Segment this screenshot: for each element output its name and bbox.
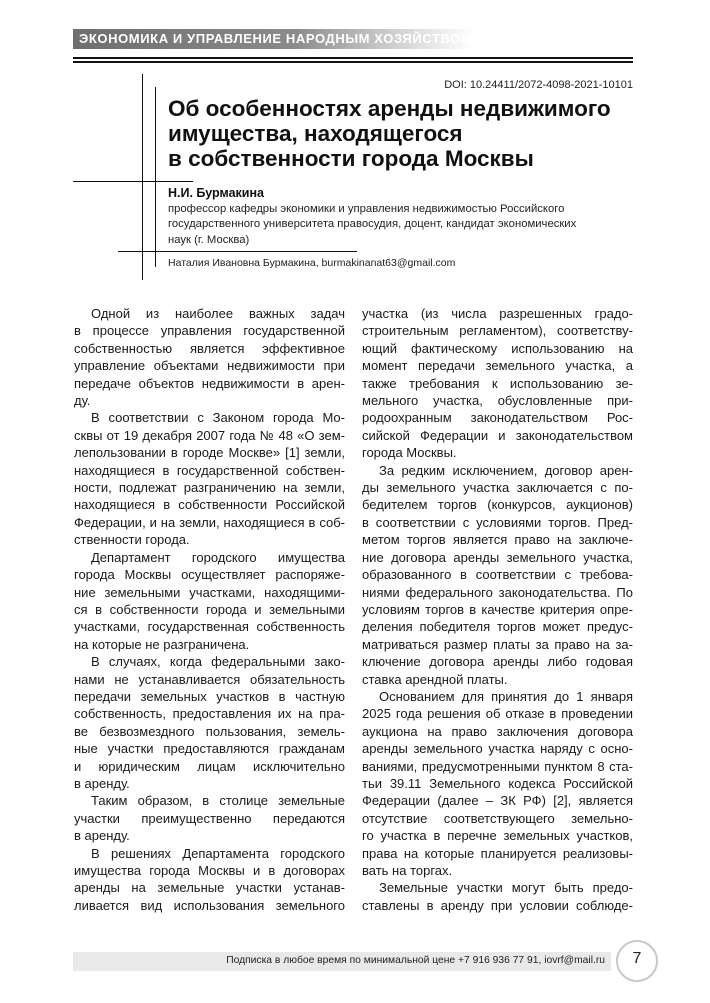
body-line: Земельные участки могут быть предо- [379,880,633,896]
affiliation-line: наук (г. Москва) [168,233,250,246]
body-paragraph [74,409,345,548]
article-title [168,96,638,171]
author-affiliation [168,202,638,248]
body-line: Таким образом, в столице земельные [91,793,345,809]
body-line: За редким исключением, договор арен- [379,462,633,478]
body-paragraph [74,305,345,409]
body-line: города Москвы осуществляет распоряже- [74,567,345,583]
body-line: ся в собственности города и земельными [74,601,345,617]
body-line: и юридическим лицам исключительно [74,758,345,774]
body-line: бедителем торгов (конкурсов, аукционов) [362,497,633,513]
subscription-notice: Подписка в любое время по минимальной цене +7 916 936 77 91, iovrf@mail.ru [226,955,605,966]
body-line: в аренду. [74,775,130,791]
body-line: ственности города. [74,532,190,548]
body-line: мельного участка, обусловленные при- [362,393,633,409]
body-line: сийской Федерации и законодательством [362,427,633,443]
body-line: также требования к использованию зе- [362,375,633,391]
body-line: Основанием для принятия до 1 января [379,688,633,704]
body-line: передаче объектов недвижимости в арен- [74,375,345,391]
body-line: нами не устанавливается обязательность [74,671,345,687]
body-line: ваниями, предусмотренными пунктом 8 ста- [362,758,633,774]
body-line: в процессе управления государственной [74,323,345,339]
body-line: ниями федерального законодательства. По [362,584,633,600]
body-line: сквы от 19 декабря 2007 года № 48 «О зем- [74,427,345,443]
body-line: собственностью является эффективное [74,340,345,356]
body-paragraph [362,879,633,914]
body-line: города Москвы. [362,445,457,461]
body-line: ставлены в аренду при условии соблюде- [362,897,633,913]
body-line: метом торгов является право на заключе- [362,532,633,548]
body-paragraph [362,462,633,688]
body-line: В соответствии с Законом города Мо- [91,410,345,426]
body-line: находящиеся в собственности Российской [74,497,345,513]
body-line: находящиеся в государственной собствен- [74,462,345,478]
page-number: 7 [632,950,642,967]
body-line: ние земельными участками, находящими- [74,584,345,600]
decorative-horizontal-rule-author [118,251,357,252]
body-line: Одной из наиболее важных задач [91,306,345,321]
body-line: участка (из числа разрешенных градо- [362,306,633,321]
article-title-line: Об особенностях аренды недвижимого [168,96,611,121]
body-paragraph [362,688,633,879]
body-line: в аренду. [74,828,130,844]
body-line: ду. [74,393,91,409]
body-line: ключение договора аренды либо годовая [362,654,633,670]
article-title-line: имущества, находящегося [168,121,463,146]
doi-label: DOI: 10.24411/2072-4098-2021-10101 [444,79,633,91]
affiliation-line: государственного университета правосудия, доцент, кандидат экономических [168,218,577,231]
body-line: имущества города Москвы и в договорах [74,863,345,878]
body-line: лепользовании в городе Москве» [1] земли, [74,445,345,461]
body-line: ные участки предоставляются гражданам [74,741,345,757]
body-line: управление объектами недвижимости при [74,358,345,374]
body-line: матриваться размер платы за право на за- [362,636,633,652]
body-line: на которые не разграничена. [74,636,250,652]
body-line: ние договора аренды земельного участка, [362,549,633,565]
body-line: деления победителя торгов может предус- [362,619,633,635]
body-line: В решениях Департамента городского [91,845,345,861]
affiliation-line: профессор кафедры экономики и управления недвижимостью Российского [168,203,565,215]
body-line: права на которые планируется реализовы- [362,845,633,861]
body-paragraph [74,653,345,792]
body-line: го участка в перечне земельных участков, [362,828,633,844]
body-line: передачи земельных участков в частную [74,688,345,704]
body-line: ды земельного участка заключается с по- [362,480,633,496]
body-line: тьи 39.11 Земельного кодекса Российской [362,775,633,791]
body-line: аренды земельного участка наряду с осно- [362,741,633,757]
body-paragraph [74,845,345,915]
decorative-horizontal-rule-title [73,181,193,182]
body-line: собственность, предоставления их на пра- [74,706,345,722]
body-line: ливается вид использования земельного [74,897,345,913]
decorative-vertical-rule-outer [142,74,143,280]
journal-section-title: ЭКОНОМИКА И УПРАВЛЕНИЕ НАРОДНЫМ ХОЗЯЙСТВОМ [79,31,473,46]
body-line: участками, государственная собственность [74,619,345,635]
body-paragraph [362,305,633,462]
journal-section-band [73,29,473,49]
article-title-line: в собственности города Москвы [168,146,534,171]
body-line: В случаях, когда федеральными зако- [91,654,345,670]
body-line: Федерации, и на земли, находящиеся в соб- [74,514,345,530]
body-line: в соответствии с условиями торгов. Пред- [362,514,633,530]
body-line: ющий фактическому использованию на [362,340,633,356]
body-line: Департамент городского имущества [91,549,345,565]
body-line: ве безвозмездного пользования, земель- [74,723,345,739]
body-line: участки преимущественно передаются [74,810,345,826]
body-line: отсутствие соответствующего земельно- [362,810,633,826]
author-name: Н.И. Бурмакина [168,186,264,200]
body-line: 2025 года решения об отказе в проведении [362,706,633,722]
body-line: строительным регламентом), соответству- [362,323,633,339]
body-line: образованного в соответствии с требова- [362,567,633,583]
body-line: вать на торгах. [362,863,453,878]
header-rule-bottom [73,61,633,63]
author-contact: Наталия Ивановна Бурмакина, burmakinanat63@gmail.com [168,257,456,269]
footer-band [73,952,611,971]
body-line: Федерации (далее – ЗК РФ) [2], является [362,793,633,809]
body-paragraph [74,549,345,653]
body-line: ности, подлежат разграничению на земли, [74,480,345,496]
body-column-right [362,305,633,914]
decorative-vertical-rule-inner [155,87,156,267]
body-line: аренды на земельные участки устанав- [74,880,345,896]
body-column-left [74,305,345,914]
header-rule-top [73,57,633,59]
body-line: ставка арендной платы. [362,671,508,687]
body-line: аукциона на право заключения договора [362,723,633,739]
body-paragraph [74,792,345,844]
body-line: родоохранным законодательством Рос- [362,410,633,426]
page-number-badge [616,940,658,982]
body-line: условиям торгов в качестве критерия опре- [362,601,633,617]
body-line: момент передачи земельного участка, а [362,358,633,374]
